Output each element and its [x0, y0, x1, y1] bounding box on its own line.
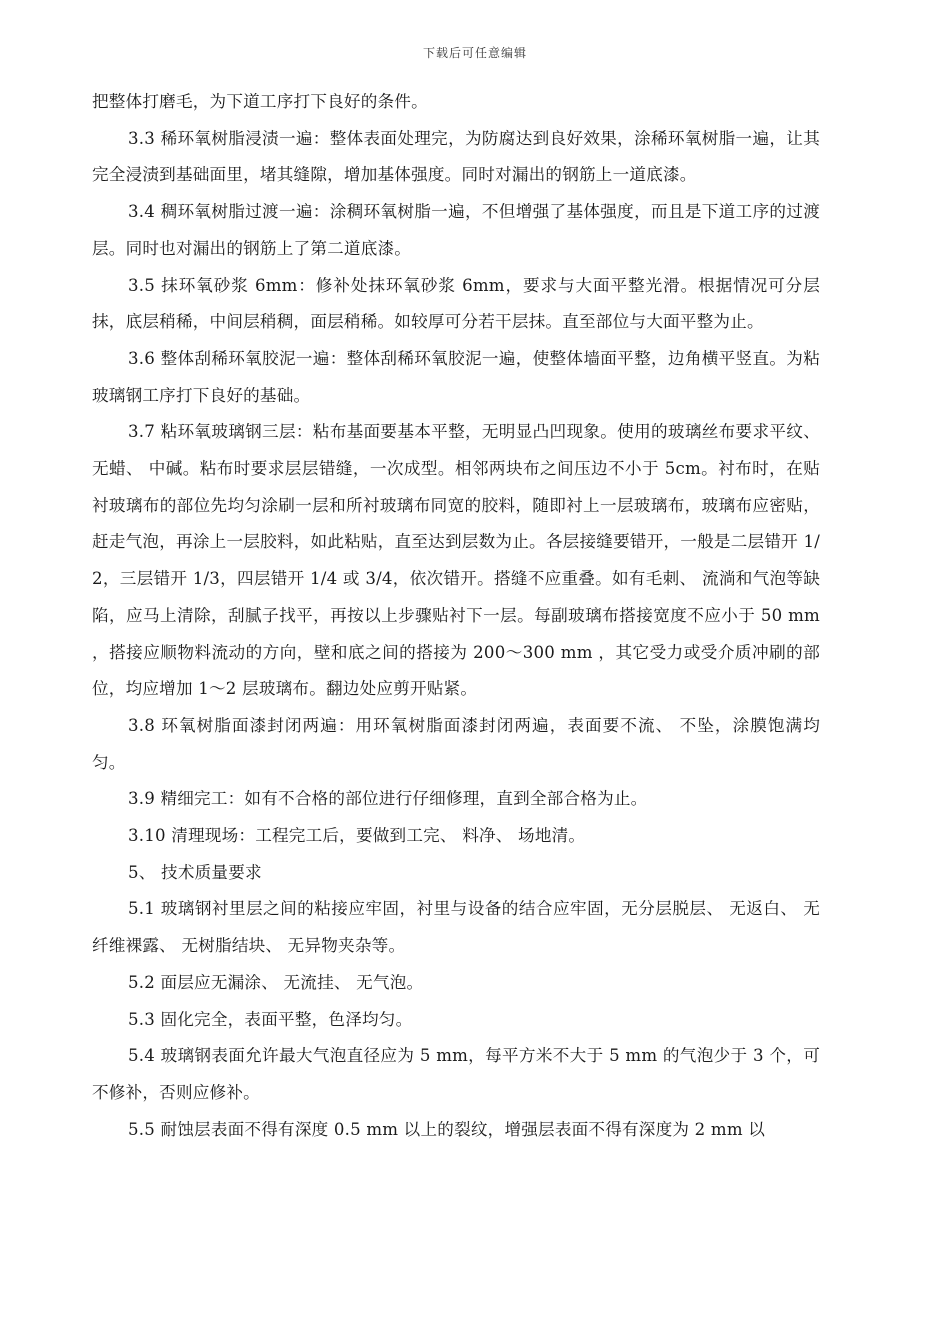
paragraph: 5.1 玻璃钢衬里层之间的粘接应牢固，衬里与设备的结合应牢固，无分层脱层、 无返白、 无纤维裸露、 无树脂结块、 无异物夹杂等。: [92, 899, 820, 956]
paragraph: 3.7 粘环氧玻璃钢三层：粘布基面要基本平整，无明显凸凹现象。使用的玻璃丝布要求平纹、 无蜡、 中碱。粘布时要求层层错缝，一次成型。相邻两块布之间压边不小于 5cm。衬布时，在贴衬玻璃布的部位先均匀涂刷一层和所衬玻璃布同宽的胶料，随即衬上一层玻璃布，玻璃布应密贴，赶走气泡，再涂上一层胶料，如此粘贴，直至达到层数为止。各层接缝要错开，一般是二层错开 1/2，三层错开 1/3，四层错开 1/4 或 3/4，依次错开。搭缝不应重叠。如有毛刺、 流淌和气泡等缺陷，应马上清除，刮腻子找平，再按以上步骤贴衬下一层。每副玻璃布搭接宽度不应小于 50 mm ，搭接应顺物料流动的方向，壁和底之间的搭接为 200～300 mm ，其它受力或受介质冲刷的部位，均应增加 1～2 层玻璃布。翻边处应剪开贴紧。: [92, 422, 820, 699]
paragraph: 3.6 整体刮稀环氧胶泥一遍：整体刮稀环氧胶泥一遍，使整体墙面平整，边角横平竖直。为粘玻璃钢工序打下良好的基础。: [92, 348, 820, 405]
paragraph: 3.9 精细完工：如有不合格的部位进行仔细修理，直到全部合格为止。: [128, 789, 648, 809]
paragraph: 3.5 抹环氧砂浆 6mm：修补处抹环氧砂浆 6mm，要求与大面平整光滑。根据情况可分层抹，底层稍稀，中间层稍稠，面层稍稀。如较厚可分若干层抹。直至部位与大面平整为止。: [92, 275, 820, 332]
paragraph: 5.3 固化完全，表面平整，色泽均匀。: [128, 1009, 413, 1029]
paragraph: 3.4 稠环氧树脂过渡一遍：涂稠环氧树脂一遍，不但增强了基体强度，而且是下道工序的过渡层。同时也对漏出的钢筋上了第二道底漆。: [92, 202, 820, 258]
document-body: [92, 84, 820, 1148]
paragraph: 5.4 玻璃钢表面允许最大气泡直径应为 5 mm，每平方米不大于 5 mm 的气泡少于 3 个，可不修补，否则应修补。: [92, 1046, 820, 1102]
paragraph: 5.5 耐蚀层表面不得有深度 0.5 mm 以上的裂纹，增强层表面不得有深度为 2 mm 以: [128, 1119, 766, 1139]
paragraph: 把整体打磨毛，为下道工序打下良好的条件。: [92, 92, 428, 111]
paragraph: 3.8 环氧树脂面漆封闭两遍：用环氧树脂面漆封闭两遍，表面要不流、 不坠，涂膜饱满均匀。: [92, 715, 820, 772]
paragraph: 3.3 稀环氧树脂浸渍一遍：整体表面处理完，为防腐达到良好效果，涂稀环氧树脂一遍，让其完全浸渍到基础面里，堵其缝隙，增加基体强度。同时对漏出的钢筋上一道底漆。: [92, 128, 820, 185]
section-heading: 5、 技术质量要求: [128, 862, 262, 882]
paragraph: 5.2 面层应无漏涂、 无流挂、 无气泡。: [128, 972, 424, 992]
page-header: 下载后可任意编辑: [422, 46, 527, 60]
paragraph: 3.10 清理现场：工程完工后，要做到工完、 料净、 场地清。: [128, 826, 586, 846]
